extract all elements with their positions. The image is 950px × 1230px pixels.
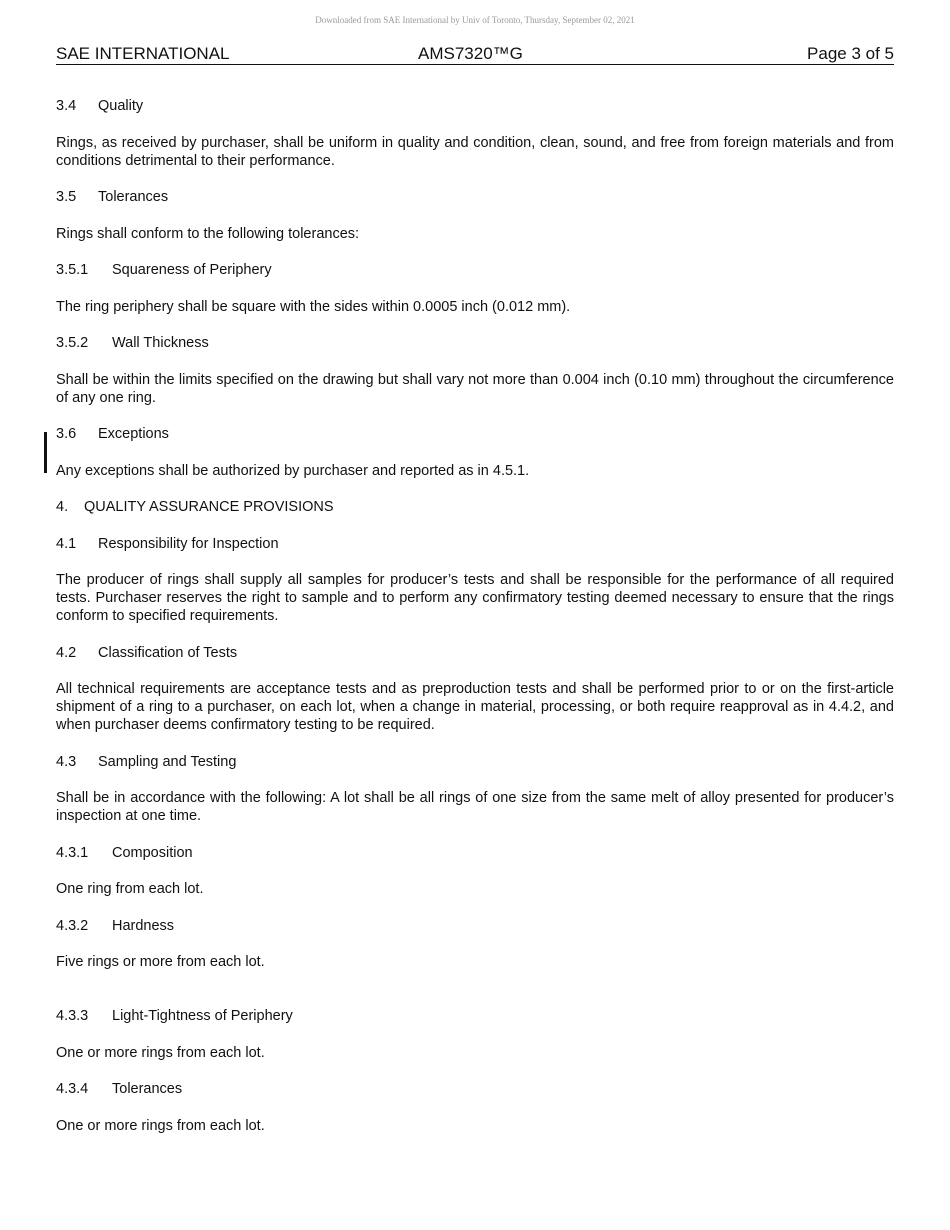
section-body: The producer of rings shall supply all samples for producer’s tests and shall be responsible for the performance of all required tests. Purchaser reserves the right to sample and to perform any confirmatory testing deemed necessary to ensure that the rings conform to specified requirements. (56, 572, 894, 624)
download-watermark: Downloaded from SAE International by Univ of Toronto, Thursday, September 02, 2021 (315, 15, 635, 25)
section-number: 3.6 (56, 426, 77, 442)
section-heading (56, 644, 894, 662)
section-title: Exceptions (98, 426, 169, 442)
section-heading (56, 97, 894, 115)
section-heading (56, 334, 894, 352)
section-number: 4.1 (56, 535, 77, 552)
section-title: Squareness of Periphery (112, 262, 272, 278)
section-title: Classification of Tests (98, 644, 238, 661)
section-title: Quality (98, 98, 144, 114)
header-page-number: Page 3 of 5 (807, 44, 894, 63)
section-body: Shall be within the limits specified on the drawing but shall vary not more than 0.004 inch (0.10 mm) throughout the circumference of any one ring. (56, 371, 894, 406)
section-number: 3.5.2 (56, 335, 89, 351)
section-body: One or more rings from each lot. (56, 1117, 265, 1134)
section-body: Rings shall conform to the following tolerances: (56, 225, 360, 242)
section-number: 4.3 (56, 753, 77, 770)
section-number: 3.5 (56, 189, 77, 205)
section-title: Responsibility for Inspection (98, 535, 279, 552)
section-title: Wall Thickness (112, 335, 209, 351)
section-body: Any exceptions shall be authorized by purchaser and reported as in 4.5.1. (56, 462, 530, 479)
section-number: 4.3.4 (56, 1081, 89, 1097)
section-heading (56, 425, 894, 443)
document-body (56, 97, 894, 1135)
header-document-number: AMS7320™G (418, 44, 523, 63)
revision-change-bar (44, 432, 47, 473)
section-body: Shall be in accordance with the following: A lot shall be all rings of one size from the same melt of alloy presented for producer’s inspection at one time. (56, 790, 894, 824)
page-header (56, 44, 894, 65)
section-body: The ring periphery shall be square with the sides within 0.0005 inch (0.012 mm). (56, 298, 571, 315)
section-number: 3.5.1 (56, 262, 89, 278)
section-title: Hardness (112, 917, 175, 934)
section-body: Rings, as received by purchaser, shall be uniform in quality and condition, clean, sound, and free from foreign materials and from conditions detrimental to their performance. (56, 134, 894, 169)
section-body: One ring from each lot. (56, 881, 204, 897)
section-title: Composition (112, 844, 193, 861)
section-title: QUALITY ASSURANCE PROVISIONS (84, 499, 334, 515)
section-heading (56, 917, 894, 935)
section-title: Sampling and Testing (98, 753, 237, 770)
section-number: 4.3.2 (56, 917, 89, 934)
section-heading (56, 844, 894, 862)
header-organization: SAE INTERNATIONAL (56, 44, 230, 63)
section-body: Five rings or more from each lot. (56, 954, 265, 970)
section-number: 4.3.1 (56, 844, 89, 861)
section-body: All technical requirements are acceptance tests and as preproduction tests and shall be performed prior to or on the first-article shipment of a ring to a purchaser, on each lot, when a change in material, processing, or both require reapproval as in 4.4.2, and when purchaser deems confirmatory testing to be required. (56, 681, 894, 733)
section-title: Tolerances (98, 189, 169, 205)
section-heading (56, 498, 894, 516)
section-heading (56, 535, 894, 553)
section-body: One or more rings from each lot. (56, 1044, 265, 1061)
section-number: 4.3.3 (56, 1008, 89, 1024)
section-number: 4.2 (56, 644, 77, 661)
section-number: 3.4 (56, 98, 77, 114)
section-heading (56, 188, 894, 206)
section-heading (56, 1007, 894, 1025)
section-number: 4. (56, 499, 69, 515)
section-heading (56, 1080, 894, 1098)
section-title: Tolerances (112, 1081, 183, 1097)
section-heading (56, 753, 894, 771)
section-heading (56, 261, 894, 279)
section-title: Light-Tightness of Periphery (112, 1008, 293, 1024)
